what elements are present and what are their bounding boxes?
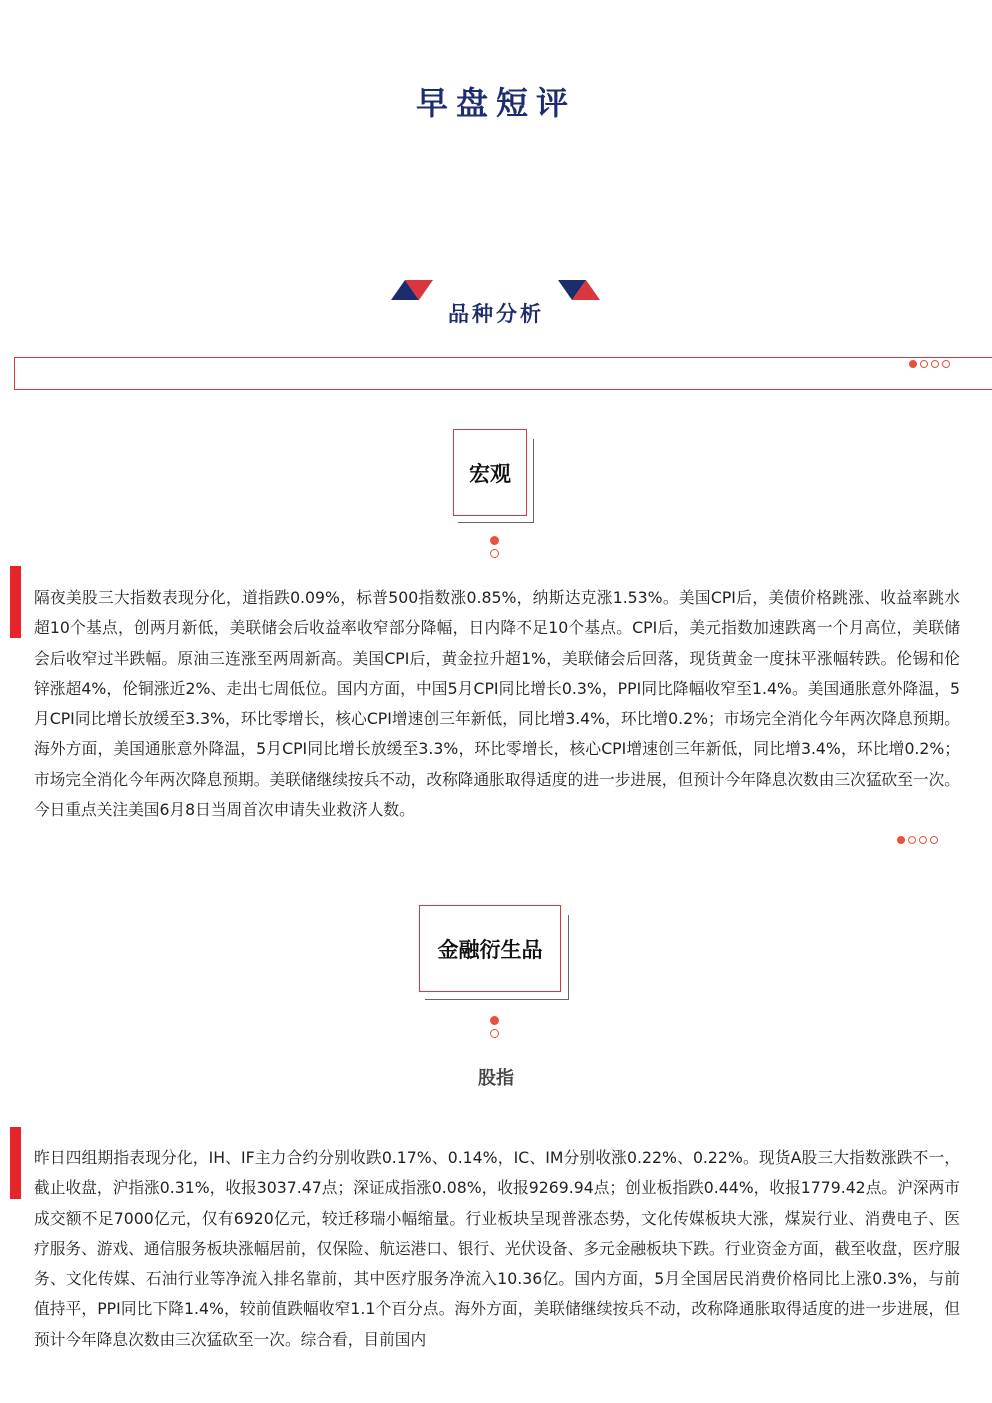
vertical-dots-icon: [490, 536, 499, 558]
vertical-dots-icon: [490, 1016, 499, 1038]
derivatives-paragraph: 昨日四组期指表现分化，IH、IF主力合约分别收跌0.17%、0.14%，IC、IM分别收涨0.22%、0.22%。现货A股三大指数涨跌不一，截止收盘，沪指涨0.31%，收报3037.47点；深证成指涨0.08%，收报9269.94点；创业板指跌0.44%，收报1779.42点。沪深两市成交额不足7000亿元，仅有6920亿元，较迁移瑞小幅缩量。行业板块呈现普涨态势，文化传媒板块大涨，煤炭行业、消费电子、医疗服务、游戏、通信服务板块涨幅居前，仅保险、航运港口、银行、光伏设备、多元金融板块下跌。行业资金方面，截至收盘，医疗服务、文化传媒、石油行业等净流入排名靠前，其中医疗服务净流入10.36亿。国内方面，5月全国居民消费价格同比上涨0.3%，与前值持平，PPI同比下降1.4%，较前值跌幅收窄1.1个百分点。海外方面，美联储继续按兵不动，改称降通胀取得适度的进一步进展，但预计今年降息次数由三次猛砍至一次。综合看，目前国内: [34, 1148, 960, 1349]
subheading-stock-index: 股指: [478, 1068, 514, 1089]
macro-paragraph: 隔夜美股三大指数表现分化，道指跌0.09%，标普500指数涨0.85%，纳斯达克涨1.53%。美国CPI后，美债价格跳涨、收益率跳水超10个基点，创两月新低，美联储会后收益率收窄部分降幅，日内降不足10个基点。CPI后，美元指数加速跌离一个月高位，美联储会后收窄过半跌幅。原油三连涨至两周新高。美国CPI后，黄金拉升超1%，美联储会后回落，现货黄金一度抹平涨幅转跌。伦锡和伦锌涨超4%，伦铜涨近2%、走出七周低位。国内方面，中国5月CPI同比增长0.3%，PPI同比降幅收窄至1.4%。美国通胀意外降温，5月CPI同比增长放缓至3.3%，环比零增长，核心CPI增速创三年新低，同比增3.4%，环比增0.2%；市场完全消化今年两次降息预期。海外方面，美国通胀意外降温，5月CPI同比增长放缓至3.3%，环比零增长，核心CPI增速创三年新低，同比增3.4%，环比增0.2%；市场完全消化今年两次降息预期。美联储继续按兵不动，改称降通胀取得适度的进一步进展，但预计今年降息次数由三次猛砍至一次。今日重点关注美国6月8日当周首次申请失业救济人数。: [34, 588, 960, 820]
paragraph-accent-bar: [10, 566, 21, 638]
macro-label: 宏观: [453, 429, 527, 516]
derivatives-label: 金融衍生品: [419, 905, 561, 992]
paragraph-end-dots-icon: [897, 836, 938, 844]
section-banner: [14, 357, 992, 390]
banner-dots-icon: [909, 360, 950, 368]
paragraph-accent-bar: [10, 1127, 21, 1199]
page-title: 早盘短评: [415, 84, 576, 122]
section-title: 品种分析: [448, 302, 544, 326]
